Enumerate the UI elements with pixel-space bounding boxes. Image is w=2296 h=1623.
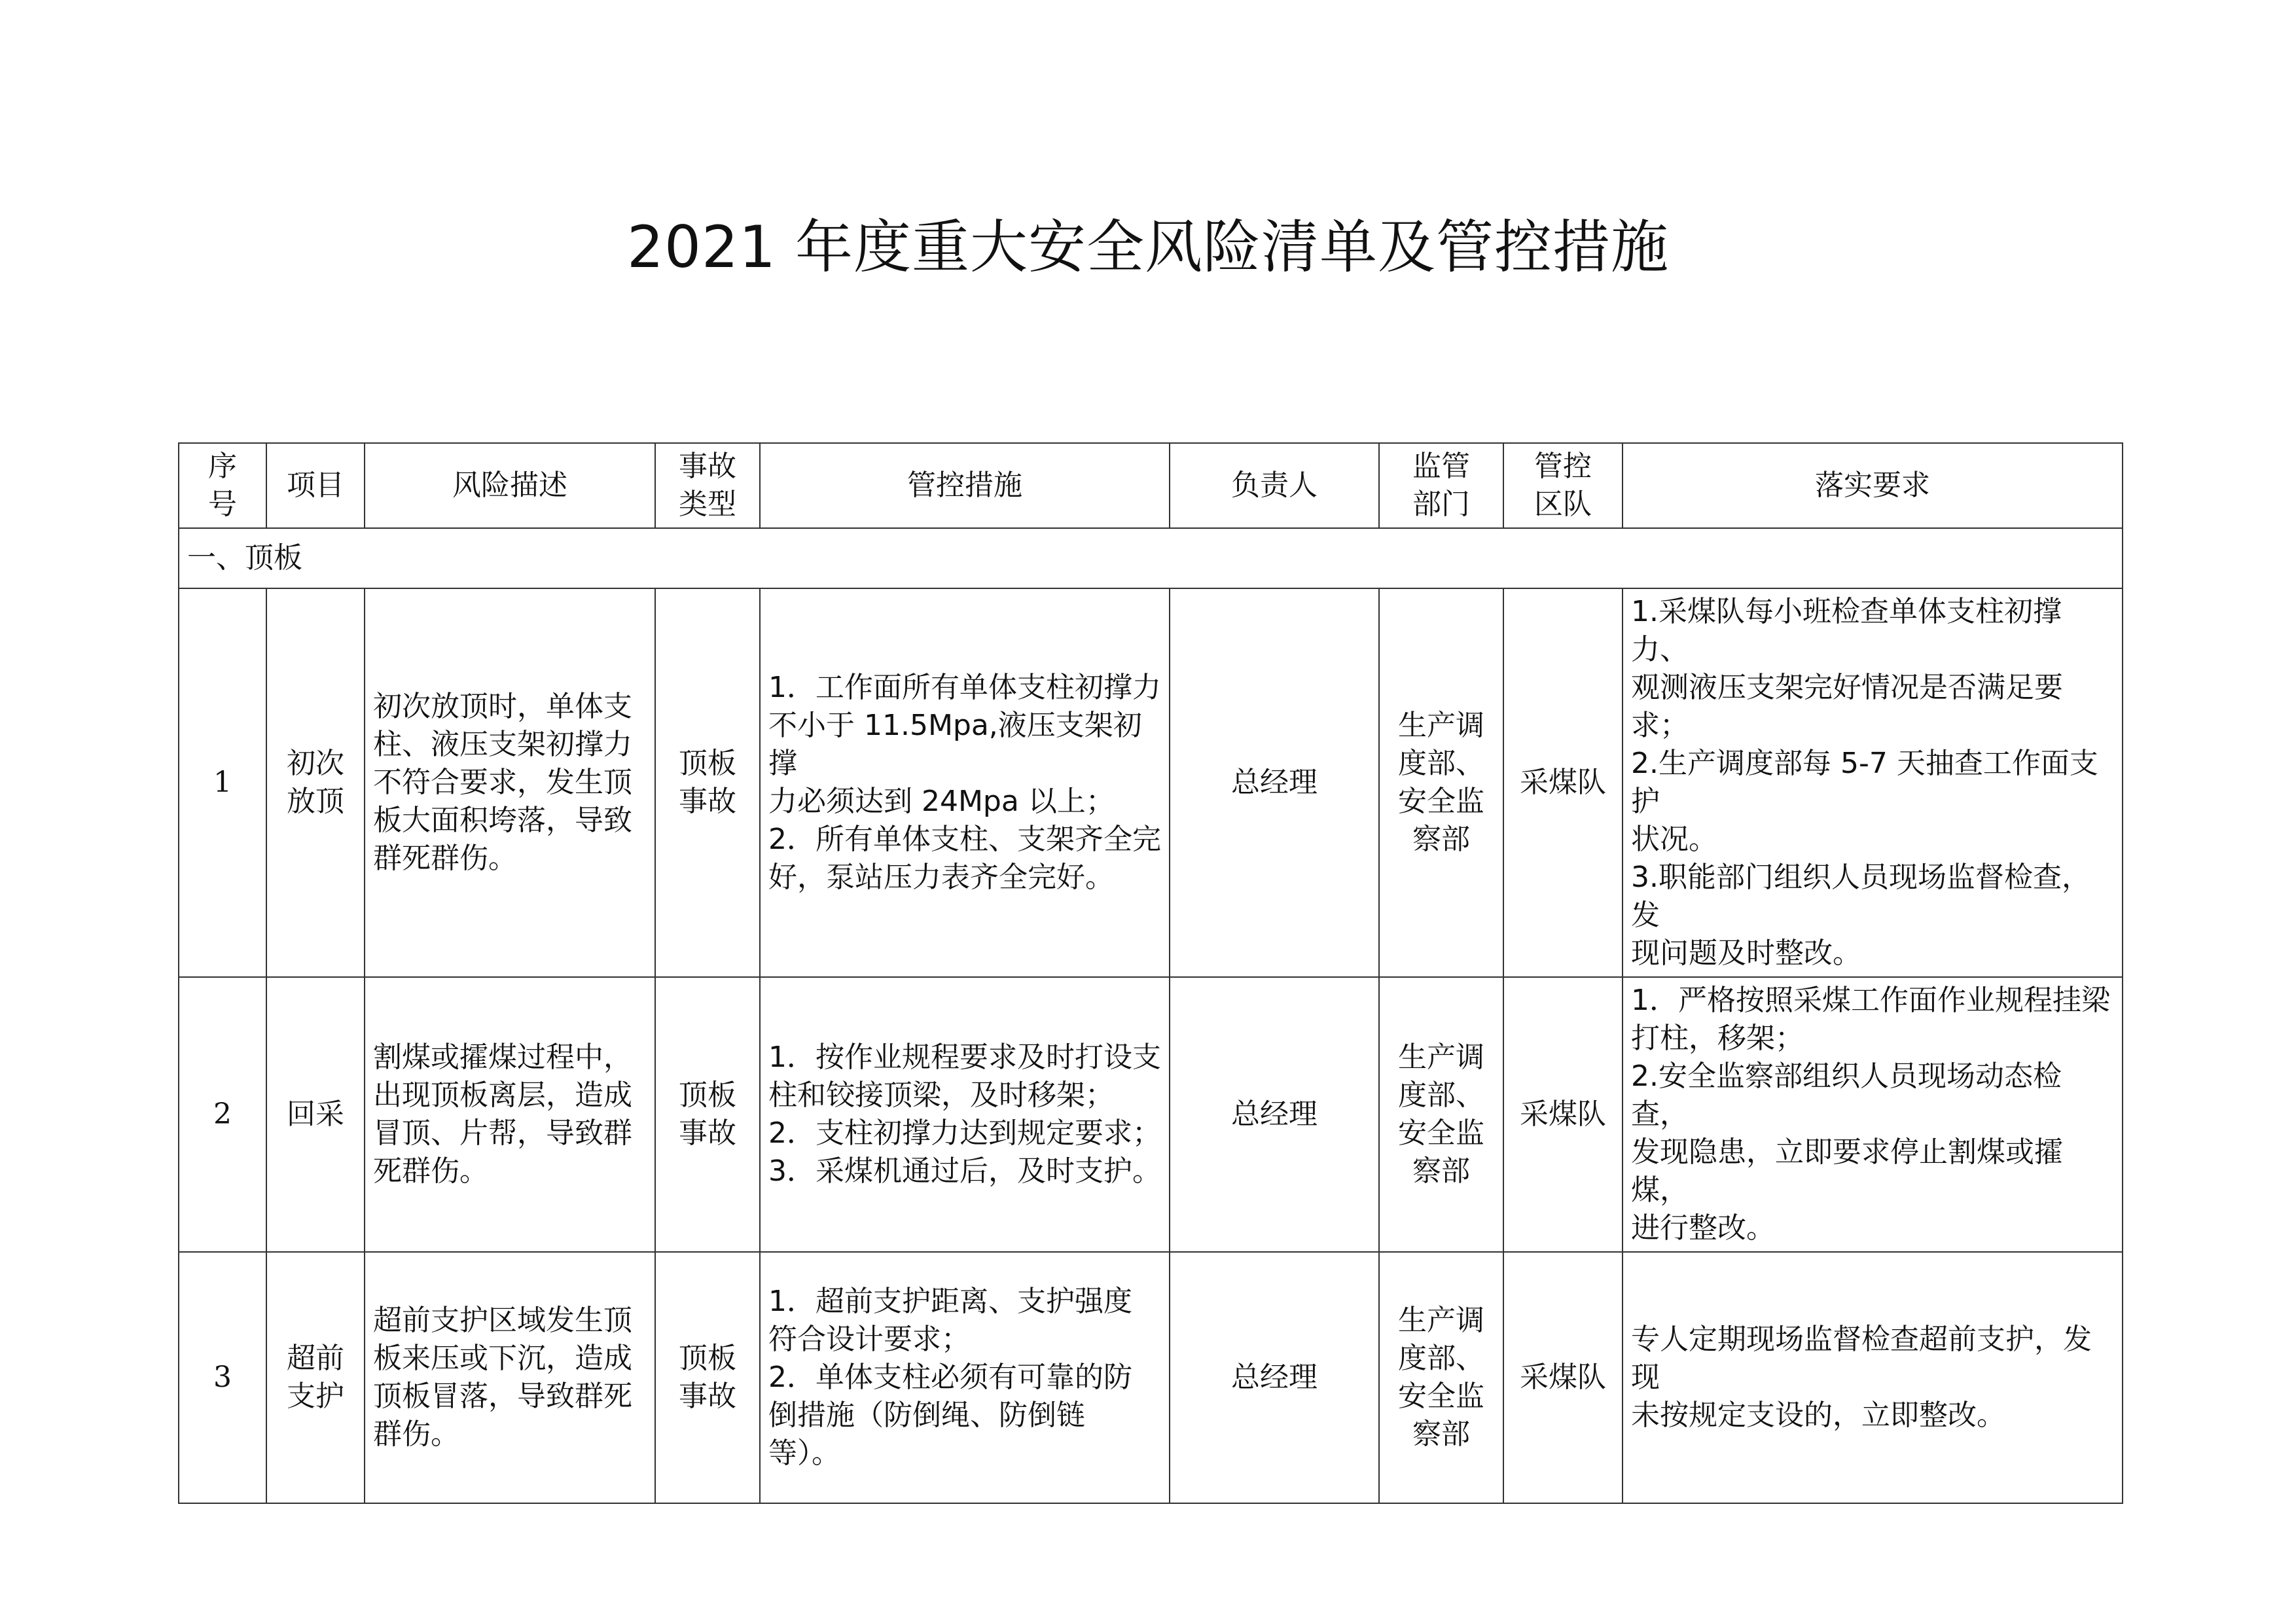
header-measures: 管控措施: [760, 443, 1170, 528]
row-risk: 超前支护区域发生顶 板来压或下沉，造成 顶板冒落，导致群死 群伤。: [365, 1252, 655, 1503]
row-requirements: 1．严格按照采煤工作面作业规程挂梁 打柱，移架； 2.安全监察部组织人员现场动态检查， 发现隐患，立即要求停止割煤或攉煤， 进行整改。: [1623, 977, 2123, 1252]
table-row: [179, 1252, 2123, 1503]
header-risk: 风险描述: [365, 443, 655, 528]
header-type: 事故 类型: [655, 443, 760, 528]
row-risk: 初次放顶时，单体支 柱、液压支架初撑力 不符合要求，发生顶 板大面积垮落，导致 群死群伤。: [365, 588, 655, 977]
row-seq: 3: [179, 1252, 266, 1503]
header-seq: 序 号: [179, 443, 266, 528]
header-dept: 监管 部门: [1379, 443, 1503, 528]
row-team: 采煤队: [1503, 1252, 1623, 1503]
row-risk: 割煤或攉煤过程中， 出现顶板离层，造成 冒顶、片帮，导致群 死群伤。: [365, 977, 655, 1252]
row-owner: 总经理: [1170, 588, 1379, 977]
row-dept: 生产调 度部、 安全监 察部: [1379, 1252, 1503, 1503]
row-team: 采煤队: [1503, 977, 1623, 1252]
header-team: 管控 区队: [1503, 443, 1623, 528]
risk-table: [178, 442, 2123, 1504]
table-header-row: [179, 443, 2123, 528]
row-owner: 总经理: [1170, 1252, 1379, 1503]
page-title: 2021 年度重大安全风险清单及管控措施: [627, 213, 1669, 281]
row-seq: 1: [179, 588, 266, 977]
row-measures: 1．按作业规程要求及时打设支 柱和铰接顶梁，及时移架； 2．支柱初撑力达到规定要求； 3．采煤机通过后，及时支护。: [760, 977, 1170, 1252]
row-requirements: 1.采煤队每小班检查单体支柱初撑力、 观测液压支架完好情况是否满足要求； 2.生产调度部每 5-7 天抽查工作面支护 状况。 3.职能部门组织人员现场监督检查，发 现问题及时整改。: [1623, 588, 2123, 977]
row-measures: 1．工作面所有单体支柱初撑力 不小于 11.5Mpa,液压支架初撑 力必须达到 24Mpa 以上； 2．所有单体支柱、支架齐全完 好，泵站压力表齐全完好。: [760, 588, 1170, 977]
row-team: 采煤队: [1503, 588, 1623, 977]
row-item: 初次 放顶: [266, 588, 365, 977]
row-measures: 1．超前支护距离、支护强度 符合设计要求； 2．单体支柱必须有可靠的防 倒措施（防倒绳、防倒链 等）。: [760, 1252, 1170, 1503]
row-owner: 总经理: [1170, 977, 1379, 1252]
header-owner: 负责人: [1170, 443, 1379, 528]
row-dept: 生产调 度部、 安全监 察部: [1379, 588, 1503, 977]
row-type: 顶板 事故: [655, 977, 760, 1252]
table-row: [179, 977, 2123, 1252]
row-seq: 2: [179, 977, 266, 1252]
row-type: 顶板 事故: [655, 588, 760, 977]
row-requirements: 专人定期现场监督检查超前支护，发现 未按规定支设的，立即整改。: [1623, 1252, 2123, 1503]
header-item: 项目: [266, 443, 365, 528]
section-row: [179, 528, 2123, 588]
row-item: 超前 支护: [266, 1252, 365, 1503]
header-requirements: 落实要求: [1623, 443, 2123, 528]
row-dept: 生产调 度部、 安全监 察部: [1379, 977, 1503, 1252]
table-row: [179, 588, 2123, 977]
row-type: 顶板 事故: [655, 1252, 760, 1503]
row-item: 回采: [266, 977, 365, 1252]
section-title: 一、顶板: [179, 528, 2123, 588]
